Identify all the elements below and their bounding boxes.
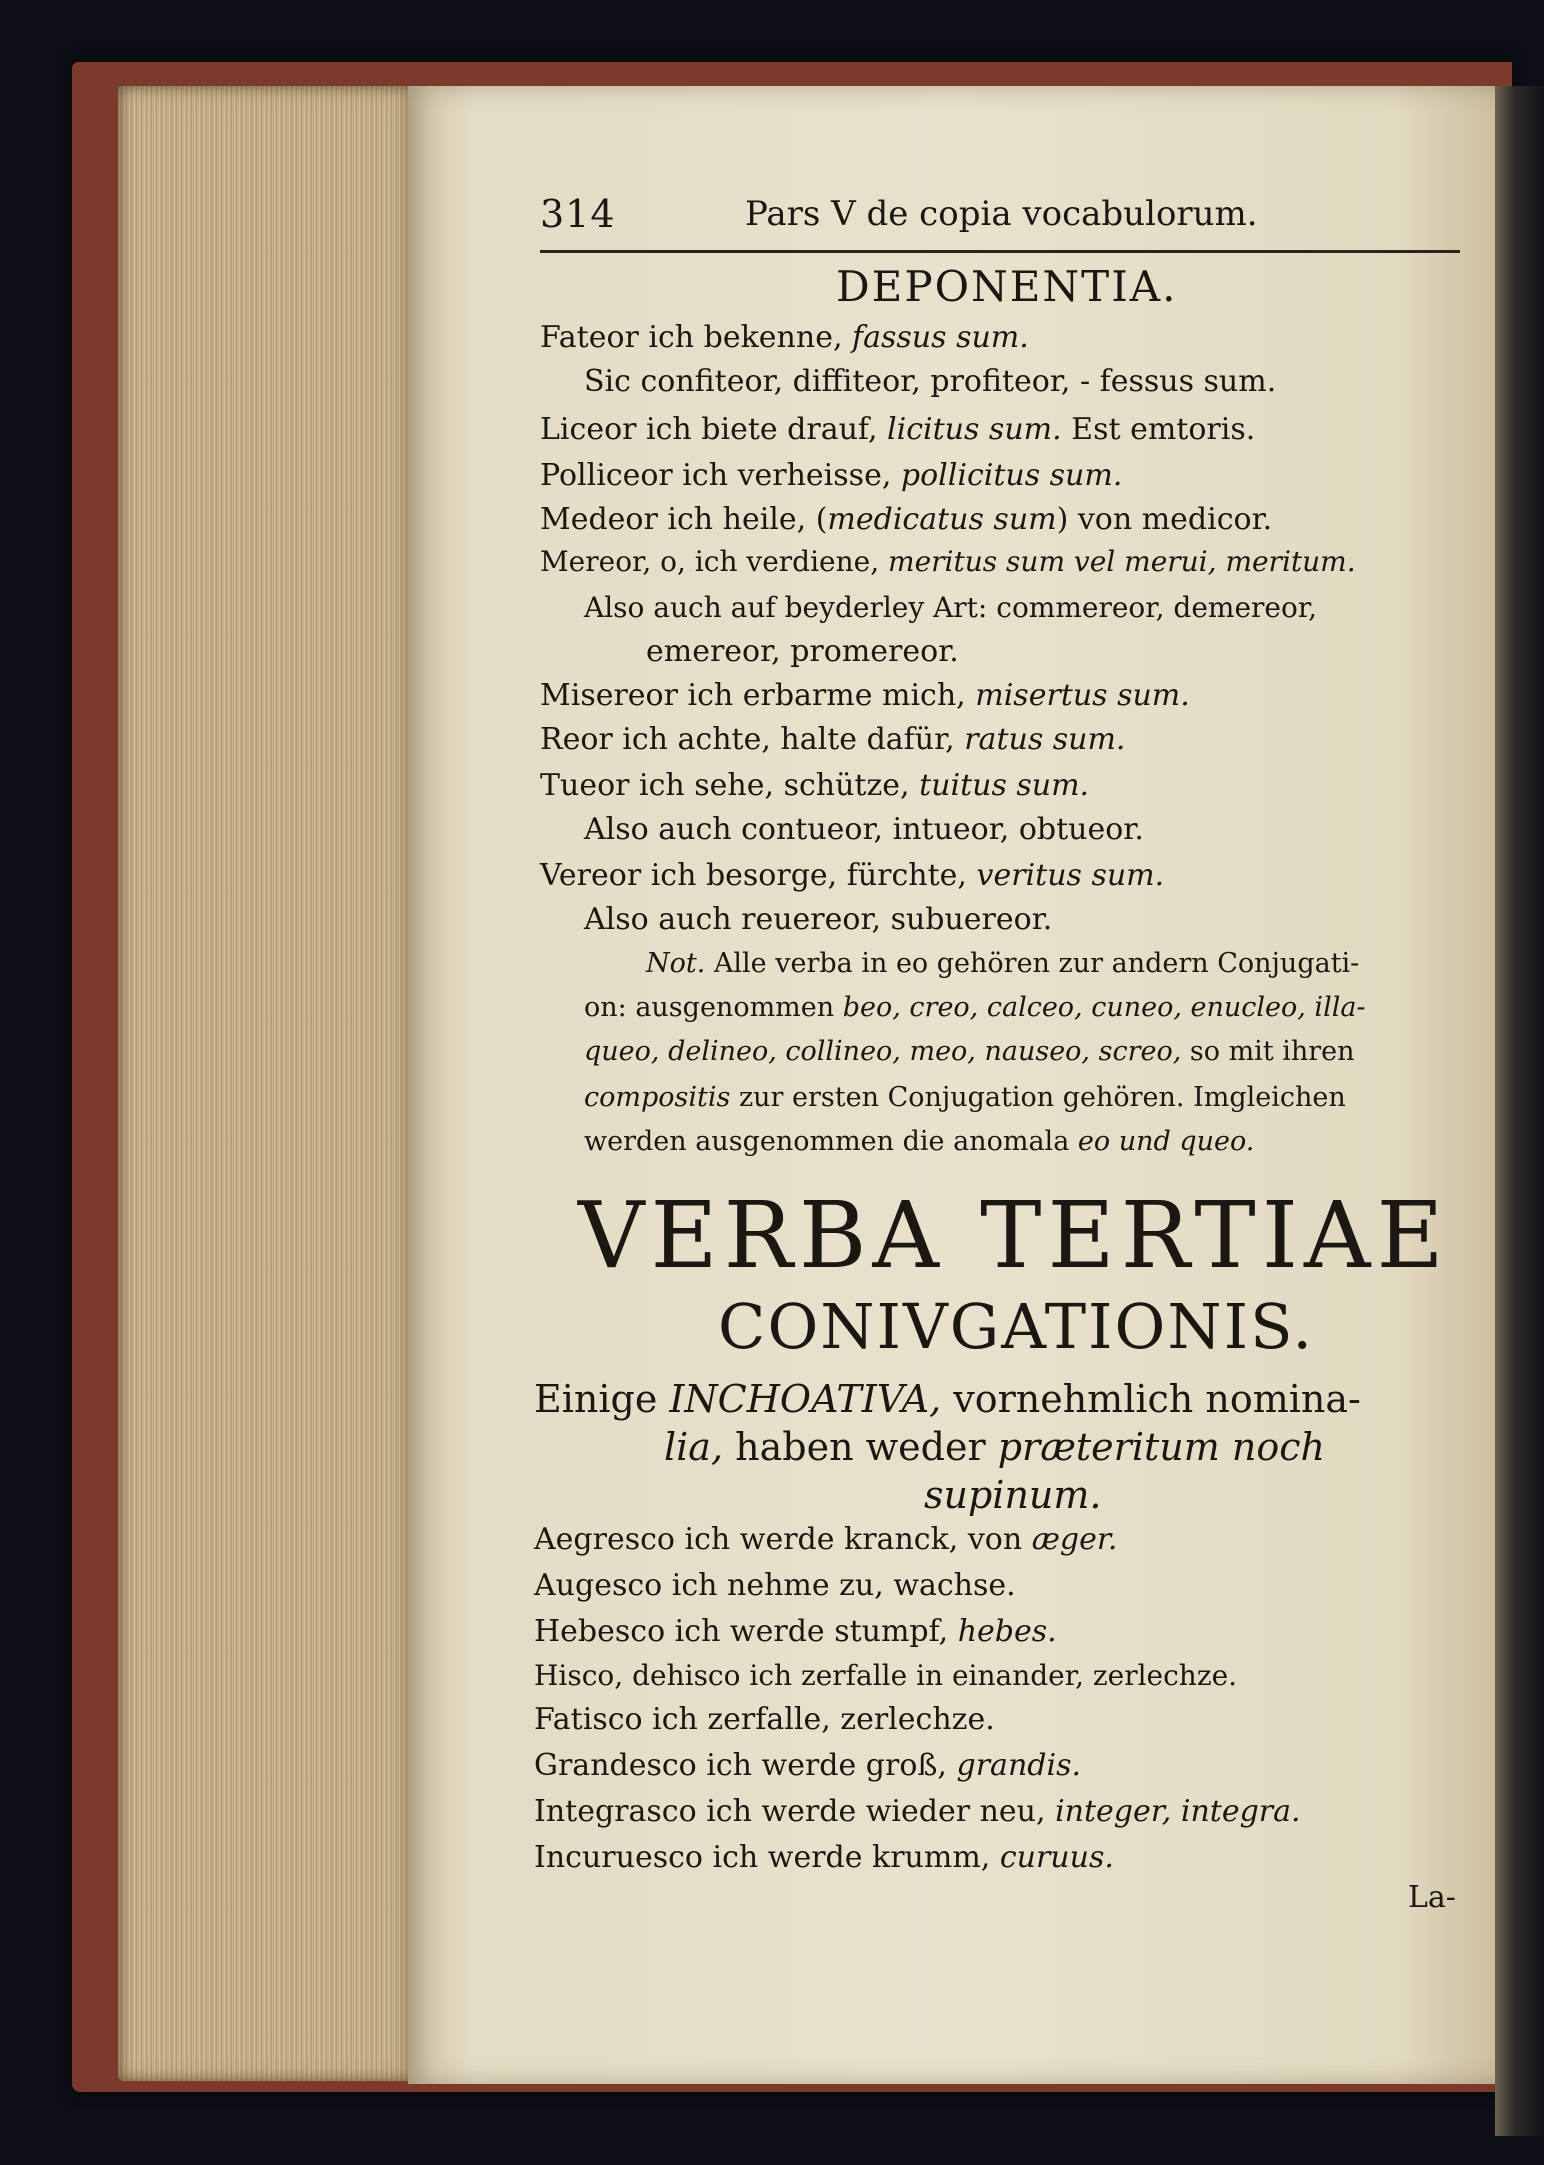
inchoativa-heading: supinum.: [924, 1473, 1102, 1517]
text-line: Incuruesco ich werde krumm, curuus.: [534, 1840, 1114, 1875]
page-number: 314: [540, 192, 616, 236]
text-line: Hisco, dehisco ich zerfalle in einander, zerlechze.: [534, 1659, 1238, 1692]
text-line: Fateor ich bekenne, fassus sum.: [540, 320, 1029, 355]
text-line: Integrasco ich werde wieder neu, integer, integra.: [534, 1794, 1301, 1829]
running-head: [540, 192, 1460, 253]
text-line: Liceor ich biete drauf, licitus sum. Est emtoris.: [540, 412, 1256, 447]
text-line: Mereor, o, ich verdiene, meritus sum vel merui, meritum.: [540, 545, 1356, 578]
text-line: emereor, promereor.: [646, 634, 959, 669]
text-line: Also auch reuereor, subuereor.: [584, 902, 1053, 937]
text-line: Sic confiteor, diffiteor, profiteor, - fessus sum.: [584, 364, 1277, 399]
text-line: Aegresco ich werde kranck, von æger.: [534, 1522, 1118, 1557]
text-line: Grandesco ich werde groß, grandis.: [534, 1748, 1081, 1783]
text-line: Misereor ich erbarme mich, misertus sum.: [540, 678, 1190, 713]
chapter-subtitle: CONIVGATIONIS.: [718, 1290, 1315, 1363]
note-line: Not. Alle verba in eo gehören zur andern Conjugati-: [646, 948, 1360, 979]
text-line: Medeor ich heile, (medicatus sum) von medicor.: [540, 502, 1273, 537]
note-line: on: ausgenommen beo, creo, calceo, cuneo, enucleo, illa-: [584, 992, 1366, 1023]
note-line: compositis zur ersten Conjugation gehören. Imgleichen: [584, 1082, 1346, 1113]
running-title: Pars V de copia vocabulorum.: [745, 194, 1258, 234]
book-gutter: [1495, 86, 1544, 2136]
text-line: Fatisco ich zerfalle, zerlechze.: [534, 1702, 995, 1737]
text-line: Vereor ich besorge, fürchte, veritus sum.: [540, 858, 1165, 893]
text-line: Also auch contueor, intueor, obtueor.: [584, 812, 1144, 847]
text-line: Augesco ich nehme zu, wachse.: [534, 1568, 1016, 1603]
page-fore-edge: [118, 86, 418, 2081]
text-line: Reor ich achte, halte dafür, ratus sum.: [540, 722, 1126, 757]
inchoativa-heading: Einige INCHOATIVA, vornehmlich nomina-: [534, 1377, 1361, 1421]
text-line: Hebesco ich werde stumpf, hebes.: [534, 1614, 1057, 1649]
text-line: Tueor ich sehe, schütze, tuitus sum.: [540, 768, 1090, 803]
chapter-title: VERBA TERTIAE: [578, 1182, 1450, 1289]
section-title: DEPONENTIA.: [836, 262, 1178, 311]
catchword: La-: [1408, 1880, 1456, 1915]
note-line: werden ausgenommen die anomala eo und queo.: [584, 1126, 1255, 1157]
inchoativa-heading: lia, haben weder præteritum noch: [664, 1425, 1325, 1469]
text-line: Also auch auf beyderley Art: commereor, demereor,: [584, 591, 1318, 624]
note-line: queo, delineo, collineo, meo, nauseo, screo, so mit ihren: [584, 1036, 1355, 1067]
text-line: Polliceor ich verheisse, pollicitus sum.: [540, 458, 1123, 493]
